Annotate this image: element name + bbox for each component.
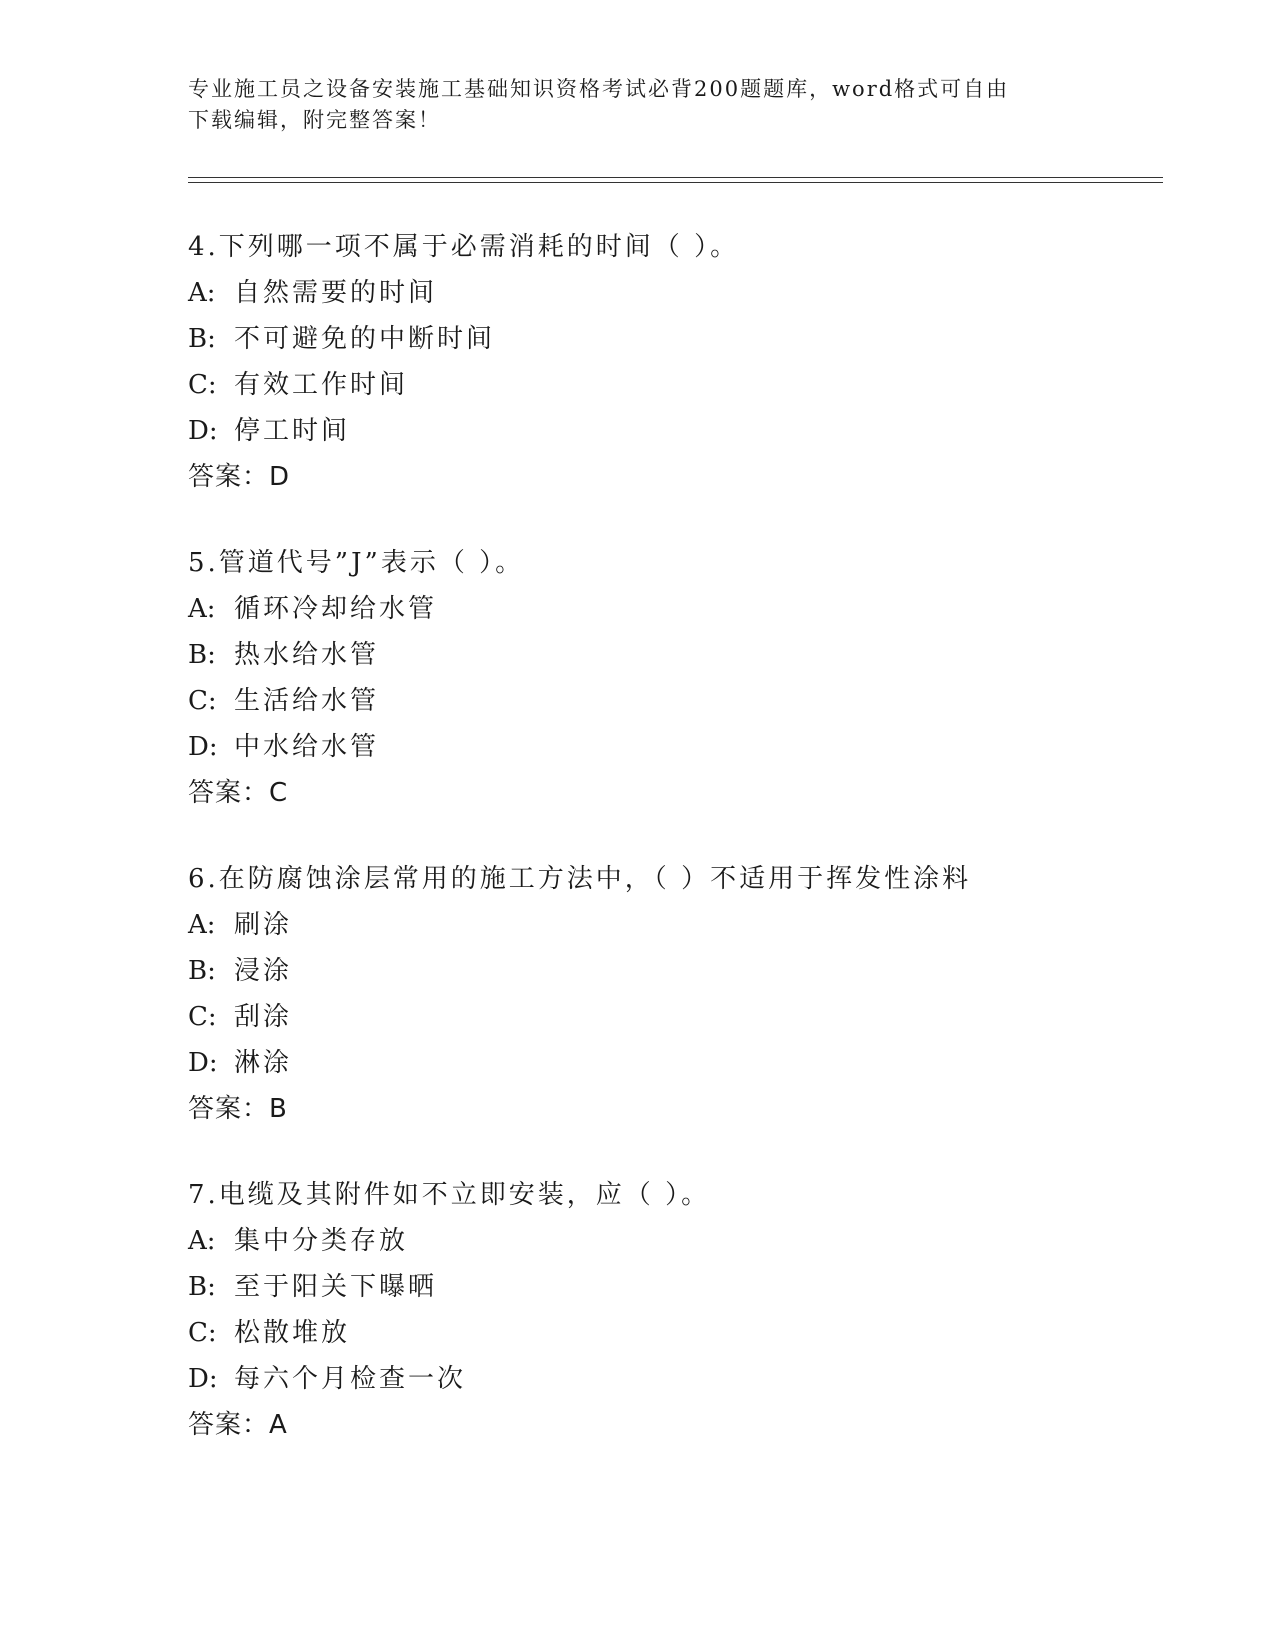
question-block [188,1178,1168,1442]
option-text: 不可避免的中断时间 [234,324,496,354]
option-text: 浸涂 [234,956,293,986]
option-text: 有效工作时间 [234,370,409,400]
option-text: 生活给水管 [234,686,380,716]
option-letter: D: [188,1364,218,1394]
option-letter: D: [188,732,218,762]
option-d [188,1046,1168,1080]
option-a [188,276,1168,310]
option-a [188,1224,1168,1258]
question-stem: 5.管道代号”J”表示（ ）。 [188,548,525,578]
option-letter: A: [188,278,216,308]
answer-line: 答案：C [188,778,289,808]
question-stem: 4.下列哪一项不属于必需消耗的时间（ ）。 [188,232,740,262]
option-letter: B: [188,640,216,670]
question-block [188,546,1168,810]
option-b [188,954,1168,988]
answer-line: 答案：B [188,1094,288,1124]
option-text: 刮涂 [234,1002,293,1032]
answer-line: 答案：A [188,1410,288,1440]
option-letter: D: [188,1048,218,1078]
option-letter: A: [188,594,216,624]
option-b [188,638,1168,672]
option-letter: C: [188,686,217,716]
header-divider-top [188,177,1163,178]
option-text: 中水给水管 [234,732,380,762]
option-c [188,1316,1168,1350]
option-letter: C: [188,1318,217,1348]
option-text: 停工时间 [234,416,351,446]
option-b [188,1270,1168,1304]
document-header [188,74,1088,136]
option-d [188,414,1168,448]
option-a [188,908,1168,942]
option-letter: B: [188,956,216,986]
question-block [188,862,1168,1126]
option-letter: C: [188,1002,217,1032]
option-c [188,1000,1168,1034]
option-text: 刷涂 [234,910,293,940]
option-letter: B: [188,324,216,354]
option-text: 自然需要的时间 [234,278,438,308]
option-text: 淋涂 [234,1048,293,1078]
option-letter: A: [188,1226,216,1256]
header-line-2: 下载编辑，附完整答案！ [188,108,441,132]
option-letter: B: [188,1272,216,1302]
option-text: 循环冷却给水管 [234,594,438,624]
option-text: 每六个月检查一次 [234,1364,467,1394]
question-stem: 6.在防腐蚀涂层常用的施工方法中，（ ）不适用于挥发性涂料 [188,864,972,894]
option-c [188,368,1168,402]
header-divider-bottom [188,182,1163,183]
option-letter: C: [188,370,217,400]
option-letter: A: [188,910,216,940]
header-line-1: 专业施工员之设备安装施工基础知识资格考试必背200题题库，word格式可自由 [188,77,1010,101]
option-c [188,684,1168,718]
option-d [188,730,1168,764]
option-text: 集中分类存放 [234,1226,409,1256]
option-d [188,1362,1168,1396]
question-stem: 7.电缆及其附件如不立即安装，应（ ）。 [188,1180,711,1210]
option-b [188,322,1168,356]
option-text: 热水给水管 [234,640,380,670]
option-a [188,592,1168,626]
option-letter: D: [188,416,218,446]
option-text: 松散堆放 [234,1318,351,1348]
answer-line: 答案：D [188,462,291,492]
option-text: 至于阳关下曝晒 [234,1272,438,1302]
question-block [188,230,1168,494]
